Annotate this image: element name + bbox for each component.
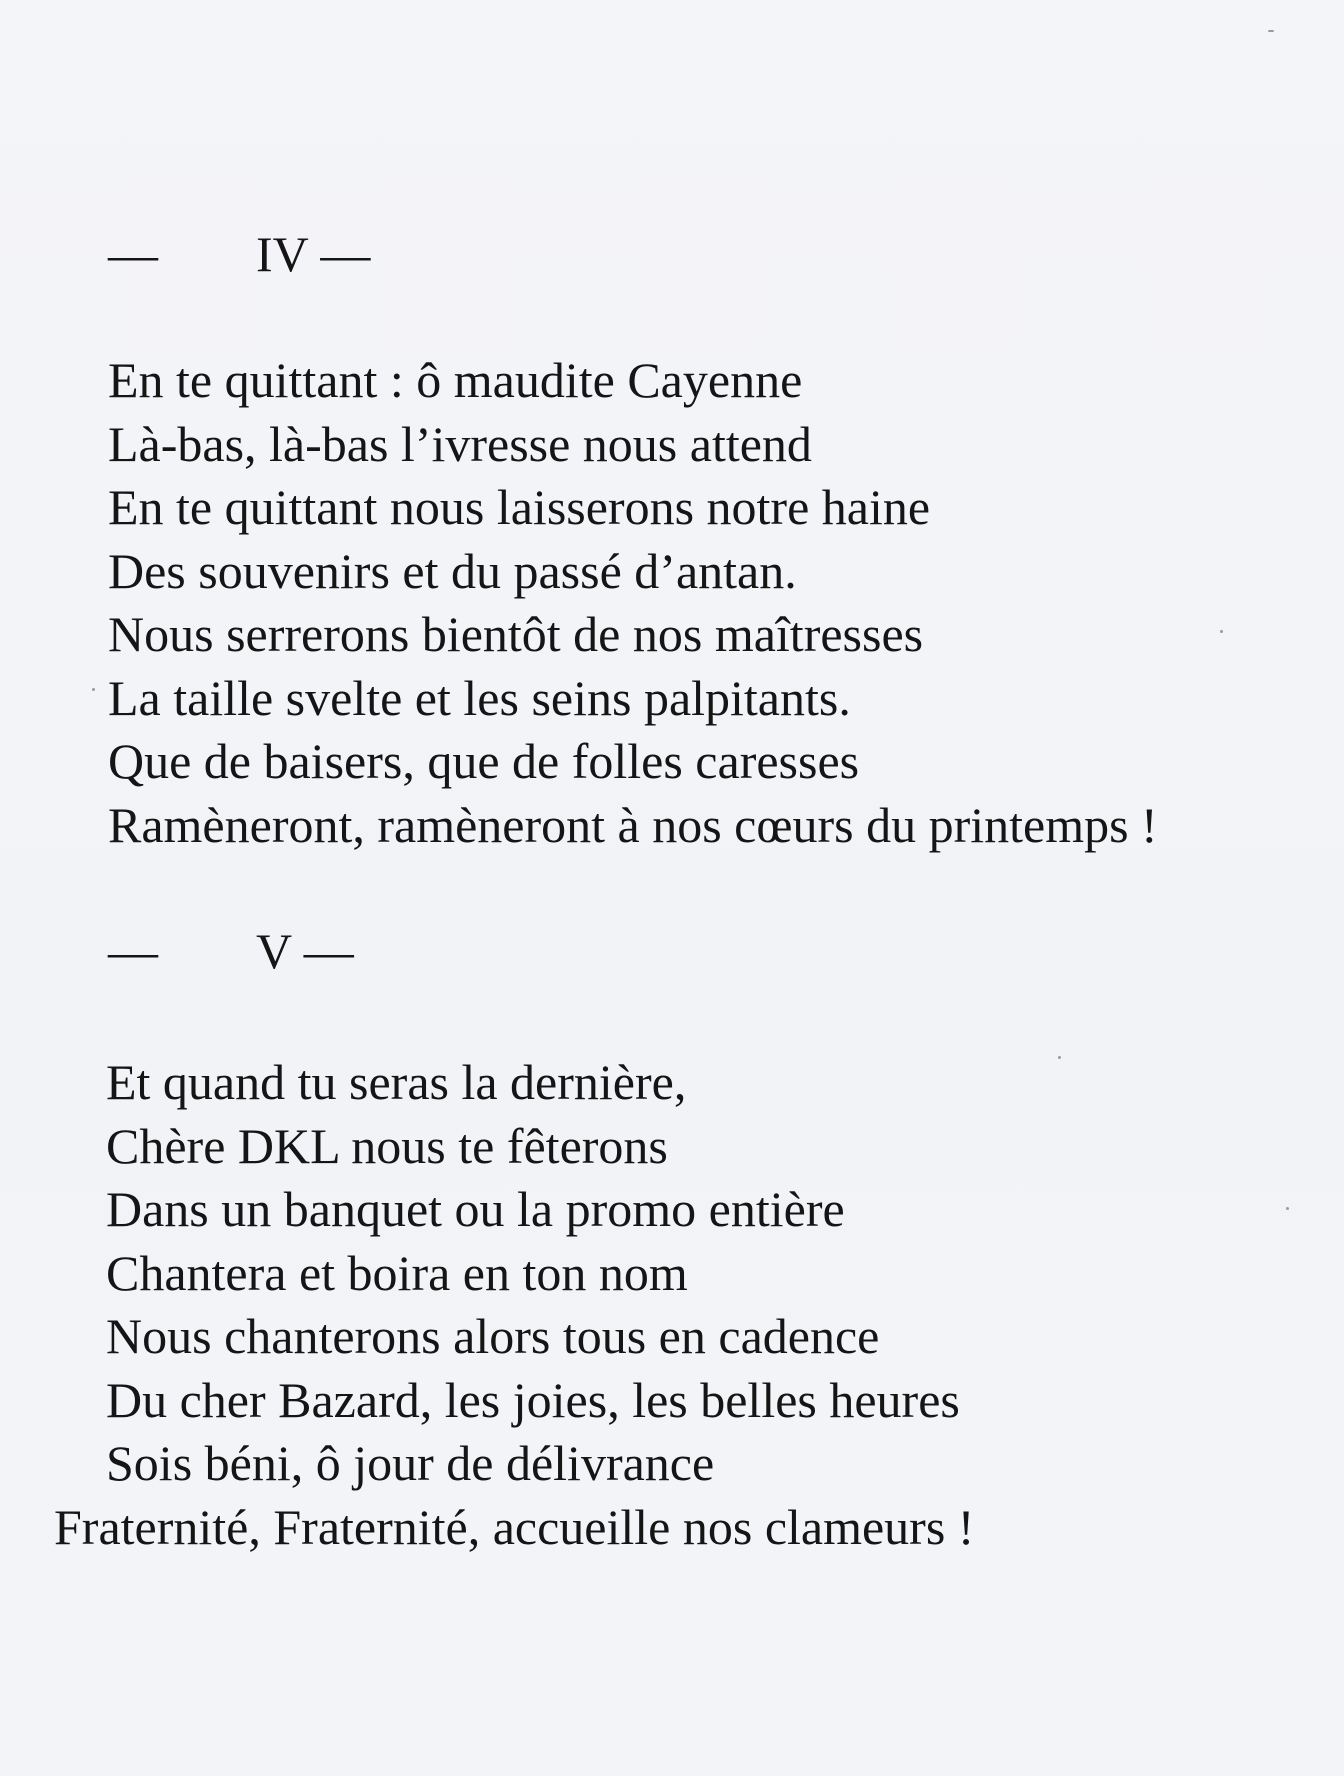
stanza-5-leading-dash: — [108,923,158,979]
verse-line: La taille svelte et les seins palpitants. [108,669,851,726]
verse-line: Chantera et boira en ton nom [106,1244,688,1301]
verse-line: Et quand tu seras la dernière, [106,1054,687,1110]
verse-line: Nous chanterons alors tous en cadence [106,1308,880,1364]
verse-line: Là-bas, là-bas l’ivresse nous attend [108,415,812,472]
scan-speck [1286,1207,1289,1210]
verse-line: En te quittant nous laisserons notre haine [108,479,931,535]
stanza-5-numeral: V — [256,923,354,979]
verse-line: Ramèneront, ramèneront à nos cœurs du printemps ! [108,796,1158,853]
verse-line: Que de baisers, que de folles caresses [108,733,860,789]
verse-line: Nous serrerons bientôt de nos maîtresses [108,606,924,662]
scan-speck [92,688,95,691]
stanza-4-numeral: IV — [256,226,371,282]
scan-speck [1058,1056,1061,1059]
verse-line: Fraternité, Fraternité, accueille nos clameurs ! [54,1498,975,1555]
verse-line: Du cher Bazard, les joies, les belles heures [106,1371,960,1428]
scan-speck [1268,30,1274,32]
verse-line: Dans un banquet ou la promo entière [106,1181,845,1237]
scan-speck [1220,630,1223,633]
stanza-5-lines [54,1051,975,1559]
verse-line: Sois béni, ô jour de délivrance [106,1435,715,1491]
stanza-4-lines [108,349,1158,857]
verse-line: Des souvenirs et du passé d’antan. [108,542,797,599]
verse-line: Chère DKL nous te fêterons [106,1117,668,1174]
verse-line: En te quittant : ô maudite Cayenne [108,352,803,408]
stanza-4-leading-dash: — [108,226,158,282]
